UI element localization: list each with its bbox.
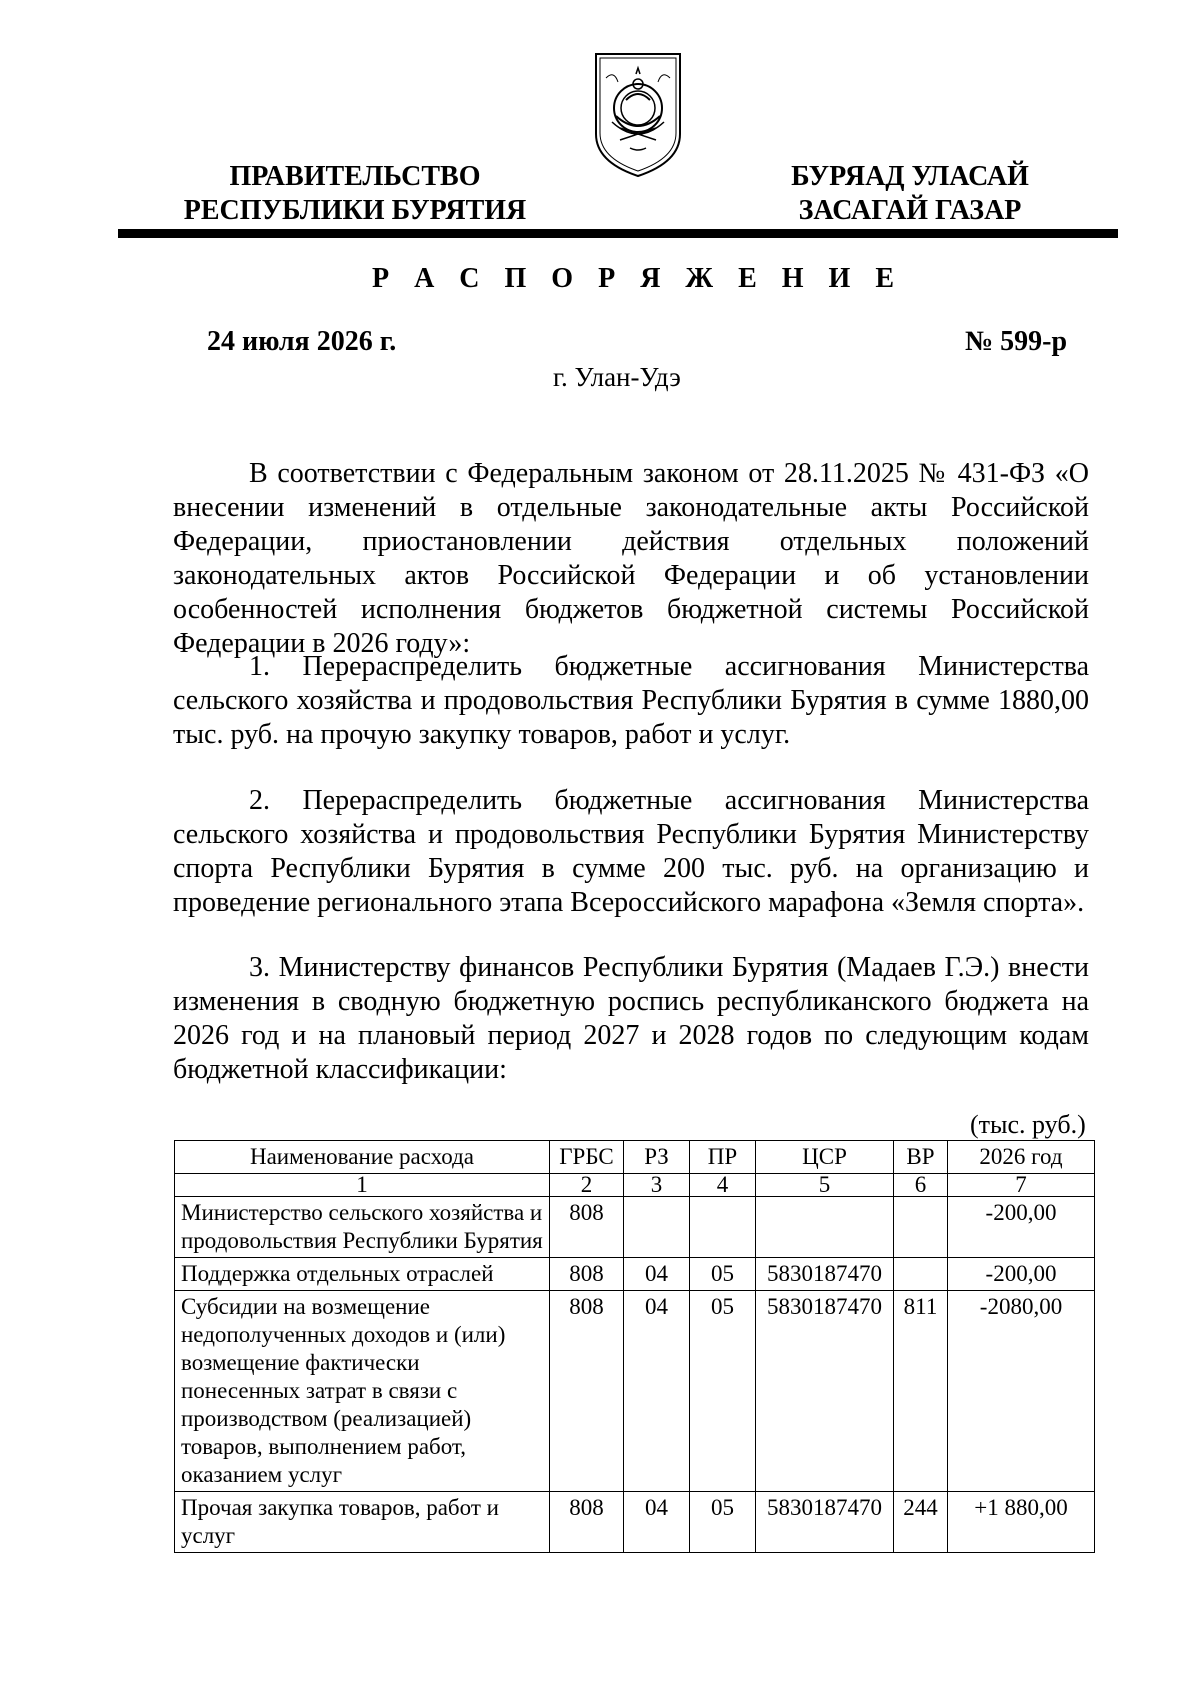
table-cell: 04 xyxy=(624,1291,690,1492)
table-cell: 808 xyxy=(550,1291,624,1492)
clause-3-paragraph: 3. Министерству финансов Республики Бурятия (Мадаев Г.Э.) внести изменения в сводную бюджетную роспись республиканского бюджета на 2026 год и на плановый период 2027 и 2028 годов по следующим кодам бюджетной классификации: xyxy=(173,952,1089,1085)
table-cell: +1 880,00 xyxy=(948,1492,1095,1553)
budget-table xyxy=(174,1140,1095,1553)
issuer-header-ru xyxy=(170,160,540,228)
table-header-cell: Наименование расхода xyxy=(175,1141,550,1174)
table-header-cell: 2026 год xyxy=(948,1141,1095,1174)
table-cell: 5830187470 xyxy=(756,1492,894,1553)
table-header-cell: ПР xyxy=(690,1141,756,1174)
column-number: 6 xyxy=(894,1174,948,1197)
issuer-line-1: ПРАВИТЕЛЬСТВО xyxy=(229,161,481,192)
document-number: № 599-р xyxy=(965,326,1068,357)
table-cell: 05 xyxy=(690,1492,756,1553)
table-row xyxy=(175,1197,1095,1258)
clause-1-paragraph: 1. Перераспределить бюджетные ассигнования Министерства сельского хозяйства и продовольствия Республики Бурятия в сумме 1880,00 тыс. руб. на прочую закупку товаров, работ и услуг. xyxy=(173,651,1089,750)
table-cell: 808 xyxy=(550,1492,624,1553)
issuer-line-2-bua: ЗАСАГАЙ ГАЗАР xyxy=(798,195,1022,226)
table-units: (тыс. руб.) xyxy=(970,1110,1086,1139)
table-row xyxy=(175,1492,1095,1553)
column-number: 3 xyxy=(624,1174,690,1197)
header-divider xyxy=(118,229,1118,238)
table-row xyxy=(175,1258,1095,1291)
table-cell: 808 xyxy=(550,1258,624,1291)
table-cell xyxy=(690,1197,756,1258)
table-row xyxy=(175,1291,1095,1492)
clause-2-paragraph: 2. Перераспределить бюджетные ассигнования Министерства сельского хозяйства и продовольствия Республики Бурятия Министерству спорта Республики Бурятия в сумме 200 тыс. руб. на организацию и проведение регионального этапа Всероссийского марафона «Земля спорта». xyxy=(173,785,1089,918)
table-header-cell: РЗ xyxy=(624,1141,690,1174)
table-cell xyxy=(756,1197,894,1258)
coat-of-arms-icon xyxy=(590,50,686,178)
column-number: 4 xyxy=(690,1174,756,1197)
column-number: 1 xyxy=(175,1174,550,1197)
table-cell: 5830187470 xyxy=(756,1258,894,1291)
table-cell: -2080,00 xyxy=(948,1291,1095,1492)
table-header-cell: ЦСР xyxy=(756,1141,894,1174)
table-cell xyxy=(624,1197,690,1258)
table-cell xyxy=(894,1258,948,1291)
issuer-line-1-bua: БУРЯАД УЛАСАЙ xyxy=(791,161,1029,192)
table-cell: -200,00 xyxy=(948,1197,1095,1258)
issuer-line-2: РЕСПУБЛИКИ БУРЯТИЯ xyxy=(183,195,527,226)
table-header-cell: ГРБС xyxy=(550,1141,624,1174)
table-cell: 808 xyxy=(550,1197,624,1258)
table-cell: 811 xyxy=(894,1291,948,1492)
table-cell: -200,00 xyxy=(948,1258,1095,1291)
table-cell: Прочая закупка товаров, работ и услуг xyxy=(175,1492,550,1553)
table-cell: 05 xyxy=(690,1258,756,1291)
column-number: 2 xyxy=(550,1174,624,1197)
table-column-number-row xyxy=(175,1174,1095,1197)
document-city: г. Улан-Удэ xyxy=(553,362,681,392)
table-cell xyxy=(894,1197,948,1258)
table-cell: 04 xyxy=(624,1258,690,1291)
table-cell: Субсидии на возмещение недополученных доходов и (или) возмещение фактически понесенных затрат в связи с производством (реализацией) товаров, выполнением работ, оказанием услуг xyxy=(175,1291,550,1492)
table-cell: 244 xyxy=(894,1492,948,1553)
table-cell: 04 xyxy=(624,1492,690,1553)
table-header-cell: ВР xyxy=(894,1141,948,1174)
issuer-header-bua xyxy=(745,160,1075,228)
document-type-title: Р А С П О Р Я Ж Е Н И Е xyxy=(371,263,904,294)
table-cell: Министерство сельского хозяйства и продовольствия Республики Бурятия xyxy=(175,1197,550,1258)
table-cell: 5830187470 xyxy=(756,1291,894,1492)
column-number: 5 xyxy=(756,1174,894,1197)
table-header-row xyxy=(175,1141,1095,1174)
document-date: 24 июля 2026 г. xyxy=(207,326,397,357)
table-cell: Поддержка отдельных отраслей xyxy=(175,1258,550,1291)
column-number: 7 xyxy=(948,1174,1095,1197)
table-cell: 05 xyxy=(690,1291,756,1492)
preamble-paragraph: В соответствии с Федеральным законом от 28.11.2025 № 431-ФЗ «О внесении изменений в отдельные законодательные акты Российской Федерации, приостановлении действия отдельных положений законодательных актов Российской Федерации и об установлении особенностей исполнения бюджетов бюджетной системы Российской Федерации в 2026 году»: xyxy=(173,458,1089,659)
